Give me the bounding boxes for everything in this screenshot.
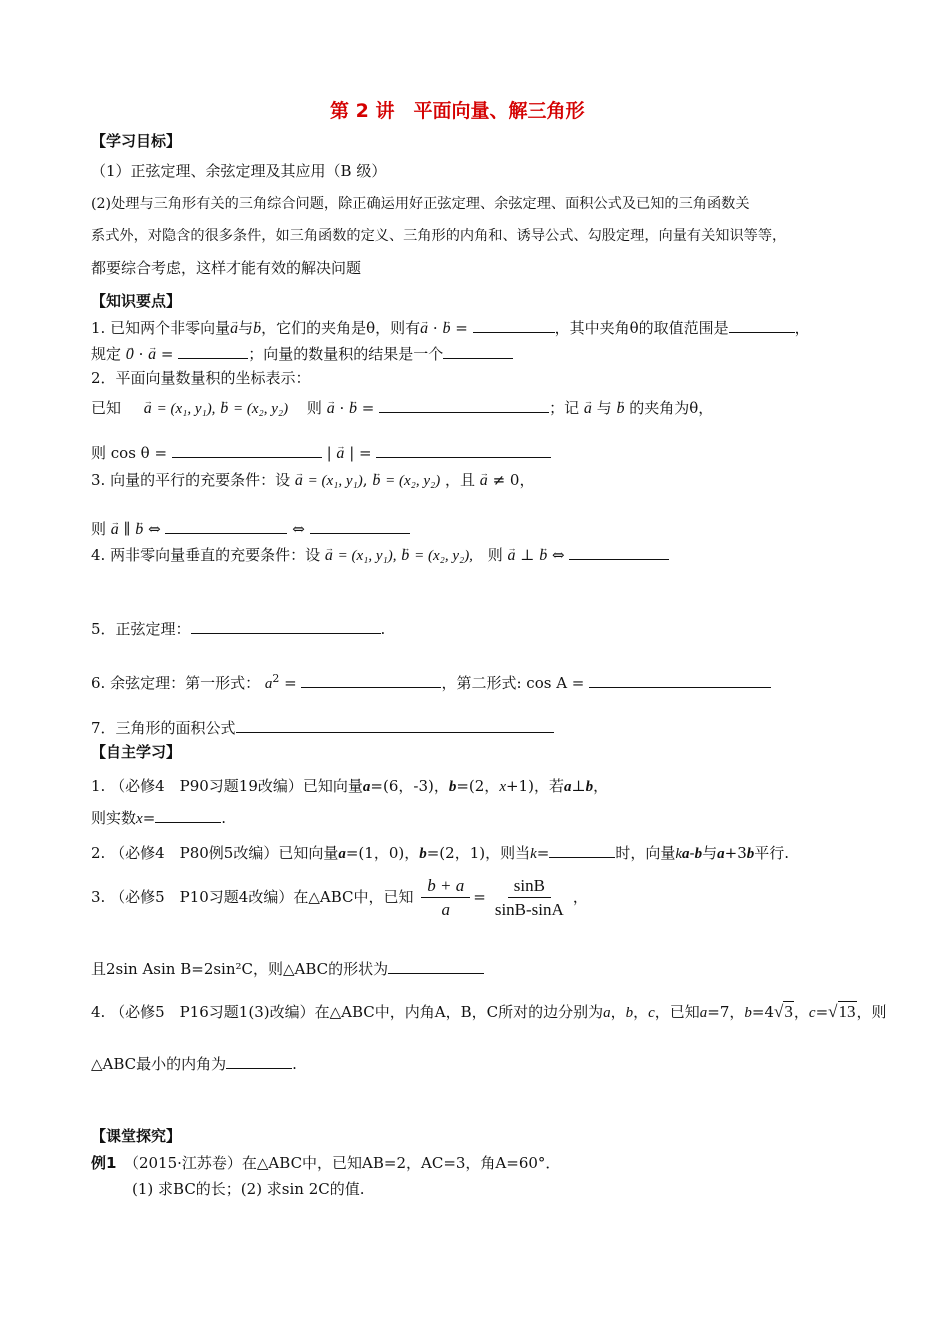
knowledge-item-3-result: 则 → a ∥ → b ⇔ ⇔ — [91, 519, 410, 540]
exercise-1-line-2: 则实数x= . — [91, 809, 227, 827]
section-goals-heading: 【学习目标】 — [91, 132, 182, 150]
exercise-2: 2. （必修4 P80例5改编）已知向量a=(1，0)，b=(2，1)，则当k= 时，向量ka-b与a+3b平行. — [91, 844, 790, 862]
exercise-3-line-2: 且2sin Asin B=2sin²C，则△ABC的形状为 — [91, 959, 484, 979]
knowledge-item-5: 5．正弦定理： . — [91, 620, 386, 638]
goal-2-line-3: 都要综合考虑，这样才能有效的解决问题 — [91, 259, 362, 277]
knowledge-item-4: 4. 两非零向量垂直的充要条件：设 → a = (x₁, y₁), → b = (x₂, y₂), 则 → a ⊥ → b ⇔ — [91, 545, 669, 566]
exercise-3-line-1: 3. （必修5 P10习题4改编）在△ABC中，已知 $\frac{b + a}{a}$ = $\frac{\sin B}{\sin B-\sin A}$ ， — [91, 872, 588, 922]
exercise-4-line-1: 4. （必修5 P16习题1(3)改编）在△ABC中，内角A，B，C所对的边分别为a，b，c，已知a=7，b=4√3，c=√13，则 — [91, 1002, 887, 1021]
example-1: 例1 （2015·江苏卷）在△ABC中，已知AB=2，AC=3，角A=60°． — [91, 1154, 561, 1172]
goal-2-line-1: (2)处理与三角形有关的三角综合问题，除正确运用好正弦定理、余弦定理、面积公式及已知的三角函数关 — [91, 196, 750, 212]
knowledge-item-6: 6. 余弦定理：第一形式： $a^2$ = ，第二形式: cos A = — [91, 669, 771, 694]
fraction-right: $\frac{\sin B}{\sin B-\sin A}$ — [494, 875, 564, 919]
section-self-study-heading: 【自主学习】 — [91, 743, 182, 761]
page-title: 第 2 讲 平面向量、解三角形 — [330, 100, 585, 122]
knowledge-item-3: 3. 向量的平行的充要条件：设 → a = (x₁, y₁), → b = (x₂, y₂) ，且 → a ≠ 0， — [91, 470, 534, 491]
fraction-left: $\frac{b + a}{a}$ — [421, 875, 470, 922]
knowledge-item-2: 2．平面向量数量积的坐标表示： — [91, 369, 311, 387]
knowledge-item-7: 7．三角形的面积公式 — [91, 718, 554, 738]
section-class-heading: 【课堂探究】 — [91, 1127, 182, 1145]
exercise-1-line-1: 1. （必修4 P90习题19改编）已知向量a=(6，-3)，b=(2，x+1)，若a⊥b， — [91, 777, 609, 795]
knowledge-item-2-coords: 已知 → a = (x₁, y₁), → b = (x₂, y₂) 则 → a · → b = ；记 → a 与 → b 的夹角为θ， — [91, 398, 713, 419]
knowledge-item-1-line-1: 1. 已知两个非零向量→ a与→ b，它们的夹角是θ，则有→ a · → b = ，其中夹角θ的取值范围是 ， — [91, 318, 810, 339]
example-1-parts: (1) 求BC的长；(2) 求sin 2C的值. — [132, 1180, 365, 1198]
goal-1: （1）正弦定理、余弦定理及其应用（B 级） — [91, 162, 387, 180]
exercise-4-line-2: △ABC最小的内角为 . — [91, 1055, 297, 1073]
goal-2-line-2: 系式外，对隐含的很多条件，如三角函数的定义、三角形的内角和、诱导公式、勾股定理，向量有关知识等等， — [91, 228, 787, 244]
section-knowledge-heading: 【知识要点】 — [91, 292, 182, 310]
knowledge-item-2-cos: 则 cos θ = | → a | = — [91, 443, 551, 464]
knowledge-item-1-line-2: 规定 → 0 · → a = ；向量的数量积的结果是一个 — [91, 344, 513, 365]
